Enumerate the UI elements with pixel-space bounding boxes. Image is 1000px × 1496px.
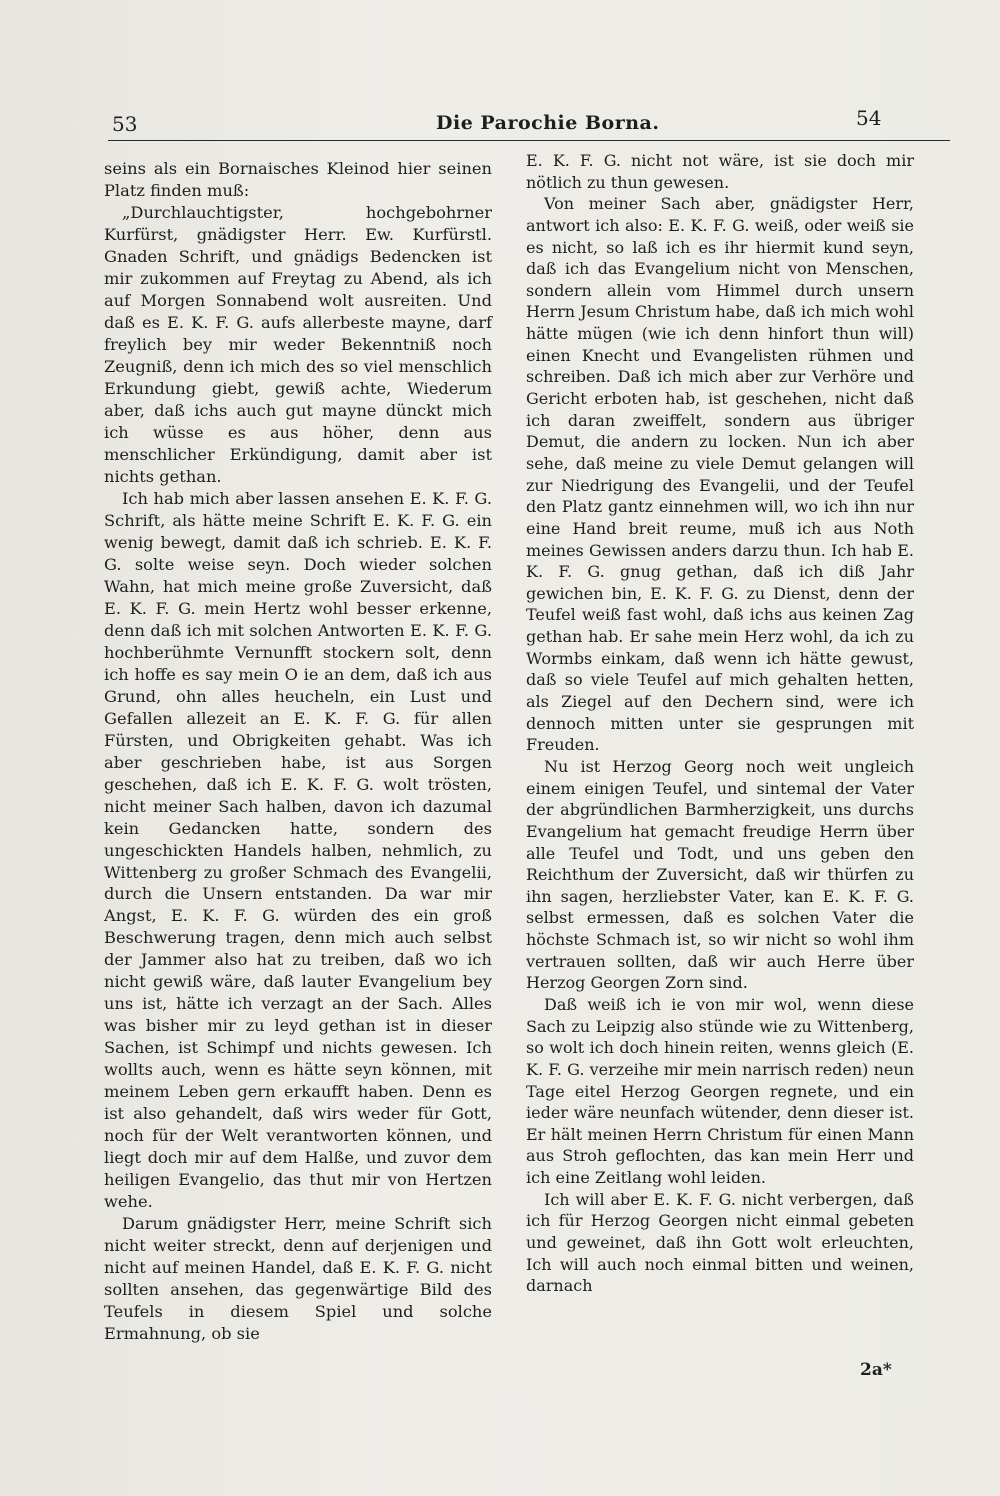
paragraph: seins als ein Bornaisches Kleinod hier seinen Platz finden muß: (104, 159, 492, 200)
page-header (0, 100, 1000, 140)
left-column (104, 158, 492, 1345)
paragraph: Nu ist Herzog Georg noch weit ungleich einem einigen Teufel, und sintemal der Vater der abgründlichen Barmherzigkeit, uns durchs Evangelium hat gemacht freudige Herrn über alle Teufel und Todt, und uns geben den Reichthum der Zuversicht, daß wir thürfen zu ihn sagen, herzliebster Vater, kan E. K. F. G. selbst ermessen, daß es solchen Vater die höchste Schmach ist, so wir nicht so wohl ihm vertrauen sollten, daß wir auch Herre über Herzog Georgen Zorn sind. (526, 756, 914, 993)
paragraph: E. K. F. G. nicht not wäre, ist sie doch mir nötlich zu thun gewesen. (526, 151, 914, 192)
paragraph: Darum gnädigster Herr, meine Schrift sich nicht weiter streckt, denn auf derjenigen und nicht auf meinen Handel, daß E. K. F. G. nicht sollten ansehen, das gegenwärtige Bild des Teufels in diesem Spiel und solche Ermahnung, ob sie (104, 1214, 492, 1344)
right-column (526, 150, 914, 1297)
paragraph: Von meiner Sach aber, gnädigster Herr, antwort ich also: E. K. F. G. weiß, oder weiß sie es nicht, so laß ich es ihr hiermit kund seyn, daß ich das Evangelium nicht von Menschen, sondern allein vom Himmel durch unsern Herrn Jesum Christum habe, daß ich mich wohl hätte mügen (wie ich denn hinfort thun will) einen Knecht und Evangelisten rühmen und schreiben. Daß ich mich aber zur Verhöre und Gericht erboten hab, ist geschehen, nicht daß ich daran zweiffelt, sondern aus übriger Demut, die andern zu locken. Nun ich aber sehe, daß meine zu viele Demut gelangen will zur Niedrigung des Evangelii, und der Teufel den Platz gantz einnehmen will, wo ich ihn nur eine Hand breit reume, muß ich aus Noth meines Gewissen anders darzu thun. Ich hab E. K. F. G. gnug gethan, daß ich diß Jahr gewichen bin, E. K. F. G. zu Dienst, denn der Teufel weiß fast wohl, daß ichs aus keinen Zag gethan hab. Er sahe mein Herz wohl, da ich zu Wormbs einkam, daß wenn ich hätte gewust, daß so viele Teufel auf mich gehalten hetten, als Ziegel auf den Dechern sind, were ich dennoch mitten unter sie gesprungen mit Freuden. (526, 194, 914, 755)
paragraph: Daß weiß ich ie von mir wol, wenn diese Sach zu Leipzig also stünde wie zu Wittenberg, so wolt ich doch hinein reiten, wenns gleich (E. K. F. G. verzeihe mir mein narrisch reden) neun Tage eitel Herzog Georgen regnete, und ein ieder wäre neunfach wütender, denn dieser ist. Er hält meinen Herrn Christum für einen Mann aus Stroh geflochten, das kan mein Herr und ich eine Zeitlang wohl leiden. (526, 994, 914, 1188)
signature-mark: 2a* (860, 1360, 892, 1380)
paragraph: Ich will aber E. K. F. G. nicht verbergen, daß ich für Herzog Georgen nicht einmal gebeten und geweinet, daß ihn Gott wolt erleuchten, Ich will auch noch einmal bitten und weinen, darnach (526, 1189, 914, 1296)
paragraph: Ich hab mich aber lassen ansehen E. K. F. G. Schrift, als hätte meine Schrift E. K. F. G. ein wenig bewegt, damit daß ich schrieb. E. K. F. G. solte weise seyn. Doch wieder solchen Wahn, hat mich meine große Zuversicht, daß E. K. F. G. mein Hertz wohl besser erkenne, denn daß ich mit solchen Antworten E. K. F. G. hochberühmte Vernunfft stockern solt, denn ich hoffe es say mein O ie an dem, daß ich aus Grund, ohn alles heucheln, ein Lust und Gefallen allezeit an E. K. F. G. für allen Fürsten, und Obrigkeiten gehabt. Was ich aber geschrieben habe, ist aus Sorgen geschehen, daß ich E. K. F. G. wolt trösten, nicht meiner Sach halben, davon ich dazumal kein Gedancken hatte, sondern des ungeschickten Handels halben, nehmlich, zu Wittenberg zu großer Schmach des Evangelii, durch die Unsern entstanden. Da war mir Angst, E. K. F. G. würden des ein groß Beschwerung tragen, denn mich auch selbst der Jammer also hat zu treiben, daß wo ich nicht gewiß wäre, daß lauter Evangelium bey uns ist, hätte ich verzagt an der Sach. Alles was bisher mir zu leyd gethan ist in dieser Sachen, ist Schimpf und nichts gewesen. Ich wollts auch, wenn es hätte seyn können, mit meinem Leben gern erkaufft haben. Denn es ist also gehandelt, daß wirs weder für Gott, noch für der Welt verantworten können, und liegt doch mir auf dem Halße, und zuvor dem heiligen Evangelio, das thut mir von Hertzen wehe. (104, 488, 492, 1212)
header-rule (108, 140, 950, 141)
running-title: Die Parochie Borna. (436, 112, 660, 134)
page-number-left: 53 (112, 112, 138, 136)
paragraph: „Durchlauchtigster, hochgebohrner Kurfürst, gnädigster Herr. Ew. Kurfürstl. Gnaden Schrift, und gnädigs Bedencken ist mir zukommen auf Freytag zu Abend, als ich auf Morgen Sonnabend wolt ausreiten. Und daß es E. K. F. G. aufs allerbeste mayne, darf freylich bey mir weder Bekenntniß noch Zeugniß, denn ich mich des so viel menschlich Erkundung giebt, gewiß achte, Wiederum aber, daß ichs auch gut mayne dünckt mich ich wüsse es aus höher, denn aus menschlicher Erkündigung, damit aber ist nichts gethan. (104, 202, 492, 486)
page-number-right: 54 (856, 106, 882, 130)
